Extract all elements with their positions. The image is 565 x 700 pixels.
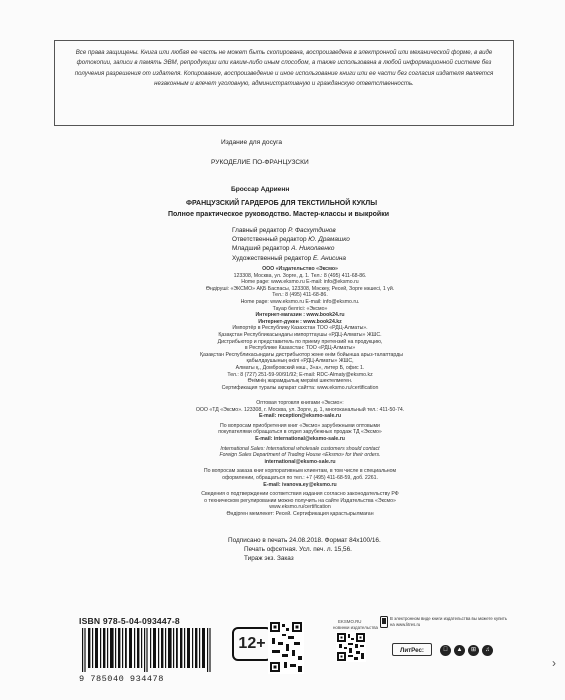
wholesale-line: E-mail: international@eksmo-sale.ru	[255, 435, 345, 442]
publisher-line: 123308, Москва, ул. Зорге, д. 1. Тел.: 8 (495) 411-68-86.	[233, 272, 367, 279]
publisher-line: в Республике Казахстан: ТОО «РДЦ-Алматы»	[244, 345, 356, 352]
publisher-line: Өндіруші: «ЭКСМО» АҚБ Баспасы, 123308, Мәскеу, Ресей, Зорге көшесі, 1 үй.	[205, 285, 395, 292]
wholesale-info	[175, 400, 425, 488]
edition-type: Издание для досуга	[221, 139, 283, 146]
ebook-note: В электронном виде книги издательства вы можете купить на www.litres.ru	[390, 616, 508, 627]
wholesale-line: ООО «ТД «Эксмо». 123308, г. Москва, ул. Зорге, д. 1, многоканальный тел.: 411-50-74.	[195, 406, 405, 413]
decorative-corner-mark: ›	[552, 656, 556, 670]
publisher-line: Өнімнің жарамдылық мерзімі шектелмеген.	[247, 378, 353, 385]
editor-row: Главный редактор Р. Фасхутдинов	[232, 227, 336, 234]
wholesale-line: international@eksmo-sale.ru	[264, 458, 336, 465]
wholesale-line: По вопросам заказа книг корпоративным клиентам, в том числе в специальном	[203, 468, 397, 475]
wholesale-line: E-mail: ivanova.ey@eksmo.ru	[263, 481, 337, 488]
apple-icon[interactable]	[440, 645, 451, 656]
qr-code-right[interactable]	[336, 632, 366, 662]
wholesale-line: оформлении, обращаться по тел.: +7 (495) 411-68-59, доб. 2261.	[222, 474, 378, 481]
windows-icon[interactable]: ⊞	[468, 645, 479, 656]
wholesale-line: Foreign Sales Department of Trading House «Eksmo» for their orders.	[219, 452, 381, 459]
publisher-line: ООО «Издательство «Эксмо»	[262, 266, 338, 272]
editor-row: Ответственный редактор Ю. Драмашко	[232, 236, 350, 244]
print-line: Печать офсетная. Усл. печ. л. 15,56.	[244, 546, 352, 553]
publisher-line: Қазақстан Республикасындағы импорттаушы «РДЦ-Алматы» ЖШС.	[218, 331, 382, 338]
eksmo-site-label: EKSMO.RU	[338, 619, 362, 624]
publisher-line: Қазақстан Республикасындағы дистрибьютор және өнім бойынша арыз-талаптарды	[200, 351, 403, 358]
print-info	[228, 536, 381, 563]
eksmo-site-sublabel: новинки издательства	[333, 625, 378, 630]
wholesale-line: покупателями обращаться в отдел зарубежных продаж ТД «Эксмо»	[218, 429, 382, 436]
print-line: Тираж экз. Заказ	[244, 555, 294, 562]
print-line: Подписано в печать 24.08.2018. Формат 84x100/16.	[228, 537, 381, 544]
publisher-line: Сертификация туралы ақпарат сайтта: www.eksmo.ru/certification	[221, 384, 379, 391]
android-icon[interactable]: ▲	[454, 645, 465, 656]
publisher-info	[200, 266, 403, 391]
publisher-line: Тел.: 8 (727) 251-59-90/91/92; E-mail: RDC-Almaty@eksmo.kz	[227, 371, 373, 378]
publisher-line: Тел.: 8 (495) 411-68-86.	[272, 292, 328, 299]
publisher-line: Home page: www.eksmo.ru E-mail: info@eksmo.ru.	[240, 298, 360, 305]
book-subtitle: Полное практическое руководство. Мастер-классы и выкройки	[168, 211, 390, 218]
cert-line: о техническом регулировании можно получить на сайте Издательства «Эксмо»	[204, 497, 396, 504]
cert-line: Өндірген мемлекет: Ресей. Сертификация қарастырылмаған	[226, 510, 374, 517]
ebook-reader-icon	[380, 616, 388, 628]
qr-code-left	[268, 620, 304, 674]
series-name: РУКОДЕЛИЕ ПО-ФРАНЦУЗСКИ	[211, 159, 309, 166]
publisher-line: Тауар белгісі: «Эксмо»	[272, 305, 328, 312]
copyright-notice-box	[54, 40, 514, 126]
cert-line: Сведения о подтверждении соответствия издания согласно законодательству РФ	[201, 491, 399, 497]
wholesale-line: По вопросам приобретения книг «Эксмо» зарубежными оптовыми	[220, 422, 380, 429]
publisher-line: Интернет-дүкен : www.book24.kz	[258, 318, 342, 325]
wholesale-line: Оптовая торговля книгами «Эксмо»:	[256, 400, 344, 406]
barcode	[80, 628, 220, 672]
editor-row: Младший редактор А. Николаенко	[232, 245, 335, 253]
copyright-text: Все права защищены. Книга или любая ее часть не может быть скопирована, воспроизведена в электронной или механической форме, в виде фотокопии, записи в память ЭВМ, репродукции или каким-либо иным способом, а также использована в любой информационной системе без получения разрешения от издателя. Копирование, воспроизведение и иное использование книги или ее части без согласия издателя является незаконным и влечет уголовную, административную и гражданскую ответственность.	[74, 49, 494, 88]
publisher-line: Дистрибьютор и представитель по приему претензий на продукцию,	[217, 338, 383, 345]
publisher-line: Интернет-магазин : www.book24.ru	[255, 312, 345, 319]
book-title: ФРАНЦУЗСКИЙ ГАРДЕРОБ ДЛЯ ТЕКСТИЛЬНОЙ КУКЛЫ	[186, 200, 378, 207]
litres-logo[interactable]: ЛитРес:	[392, 643, 432, 656]
editors-list	[232, 226, 350, 263]
wholesale-line: E-mail: reception@eksmo-sale.ru	[258, 413, 342, 420]
author-name: Броссар Адриенн	[231, 186, 290, 193]
wholesale-line: International Sales: International wholesale customers should contact	[220, 445, 380, 452]
editor-row: Художественный редактор Е. Анисина	[232, 254, 346, 262]
cert-line: www.eksmo.ru/certification	[269, 504, 331, 511]
publisher-line: Home page: www.eksmo.ru E-mail: info@eksmo.ru	[241, 279, 359, 286]
publisher-line: Алматы қ., Домбровский көш., 3«а», литер Б, офис 1.	[235, 364, 365, 371]
audio-icon[interactable]: ♫	[482, 645, 493, 656]
certification-info	[175, 491, 425, 517]
isbn-label: ISBN 978-5-04-093447-8	[79, 616, 180, 626]
publisher-line: қабылдаушының өкілі «РДЦ-Алматы» ЖШС,	[246, 358, 354, 365]
publisher-line: Импортёр в Республику Казахстан ТОО «РДЦ-Алматы».	[232, 325, 368, 332]
age-rating-badge: 12+	[232, 627, 272, 661]
barcode-digits: 9 785040 934478	[79, 674, 164, 684]
